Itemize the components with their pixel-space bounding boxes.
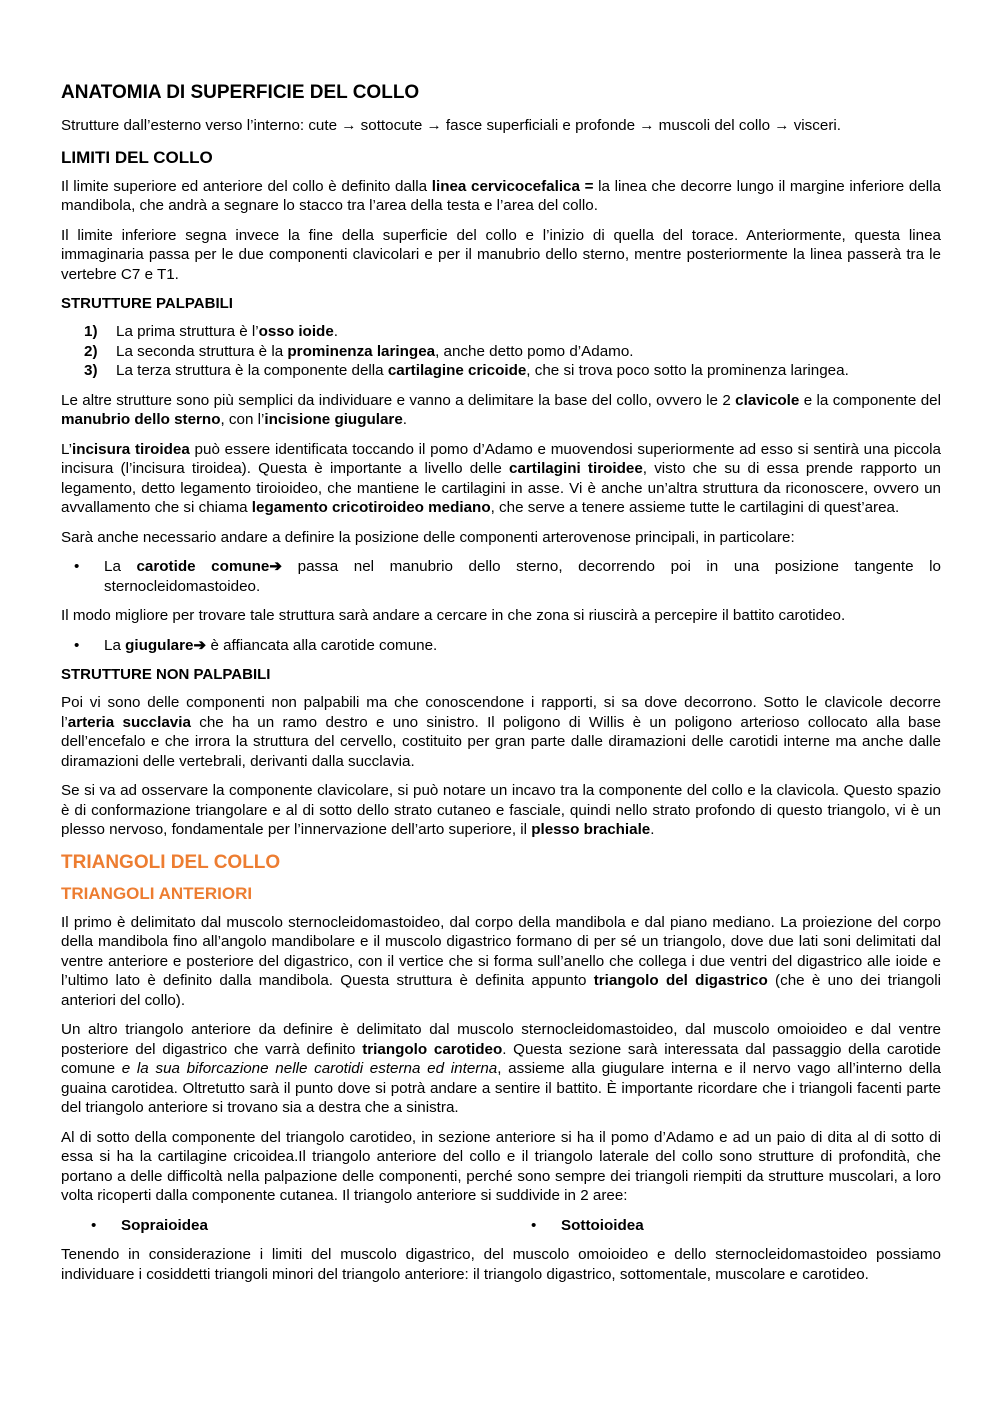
giugulare-list (61, 636, 941, 656)
bullet-icon: • (74, 636, 80, 654)
section-heading-palpabili: STRUTTURE PALPABILI (61, 295, 233, 312)
bullet-icon: • (74, 558, 80, 575)
palpabili-list (61, 322, 941, 381)
list-item: 3) La terza struttura è la componente della cartilagine cricoide, che si trova poco sotto la prominenza laringea. (84, 362, 849, 379)
section-heading-limiti: LIMITI DEL COLLO (61, 147, 213, 167)
incisura-paragraph: L’incisura tiroidea può essere identificata toccando il pomo d’Adamo e muovendosi superiormente ad esso si sentirà una piccola incisura (l’incisura tiroidea). Questa è importante a livello delle cartilagini tiroidee, visto che su di essa prende rapporto un legamento, detto legamento tiroioideo, che mantiene le cartilagini in asse. Vi è anche un’altra struttura da riconoscere, ovvero un avvallamento che si chiama legamento cricotiroideo mediano, che serve a tenere assieme tutte le cartilagini di quest’area. (61, 440, 941, 516)
section-heading-non-palpabili: STRUTTURE NON PALPABILI (61, 666, 271, 683)
limiti-paragraph-1: Il limite superiore ed anteriore del collo è definito dalla linea cervicocefalica = la linea che decorre lungo il margine inferiore della mandibola, che andrà a segnare lo stacco tra l’area della testa e l’area del collo. (61, 177, 941, 214)
list-item: • Sottoioidea (501, 1216, 941, 1236)
page-title: ANATOMIA DI SUPERFICIE DEL COLLO (61, 82, 420, 103)
non-palpabili-paragraph-2: Se si va ad osservare la componente clavicolare, si può notare un incavo tra la componente del collo e la clavicola. Questo spazio è di conformazione triangolare e al di sotto dello strato cutaneo e fasciale, quindi nello strato profondo di questo triangolo, vi è un plesso nervoso, fondamentale per l’innervazione dell’arto superiore, il plesso brachiale. (61, 782, 941, 838)
triangoli-paragraph-3: Al di sotto della componente del triangolo carotideo, in sezione anteriore si ha il pomo d’Adamo e ad un paio di dita al di sotto di essa si ha la cartilagine cricoidea.Il triangolo anteriore del collo e il triangolo laterale del collo sono strutture di profondità, che portano a delle difficoltà nella palpazione delle componenti, perché sono sempre dei triangoli riempiti da strutture muscolari, a loro volta ricoperti dalla componente cutanea. Il triangolo anteriore si suddivide in 2 aree: (61, 1128, 941, 1204)
triangoli-paragraph-4: Tenendo in considerazione i limiti del muscolo digastrico, del muscolo omoioideo e dello sternocleidomastoideo possiamo individuare i cosiddetti triangoli minori del triangolo anteriore: il triangolo digastrico, sottomentale, muscolare e carotideo. (61, 1246, 941, 1283)
list-item: • La carotide comune➔ passa nel manubrio dello sterno, decorrendo poi in una posizione tangente lo sternocleidomastoideo. (61, 557, 941, 596)
aree-list (61, 1216, 941, 1236)
battito-paragraph: Il modo migliore per trovare tale struttura sarà andare a cercare in che zona si riuscirà a percepire il battito carotideo. (61, 607, 846, 624)
limiti-paragraph-2: Il limite inferiore segna invece la fine della superficie del collo e l’inizio di quella del torace. Anteriormente, questa linea immaginaria passa per le due componenti clavicolari e per il manubrio dello sterno, mentre posteriormente la linea passerà tra le vertebre C7 e T1. (61, 226, 941, 283)
non-palpabili-paragraph-1: Poi vi sono delle componenti non palpabili ma che conoscendone i rapporti, si sa dove decorrono. Sotto le clavicole decorre l’arteria succlavia che ha un ramo destro e uno sinistro. Il poligono di Willis è un poligono arterioso collocato alla base dell’encefalo e che irrora la struttura del cervello, costituito per gran parte dalle diramazioni delle carotidi interne ma anche dalle diramazioni delle vertebrali, derivanti dalla succlavia. (61, 694, 941, 770)
list-item: 1) La prima struttura è l’osso ioide. (84, 323, 338, 340)
section-heading-triangoli: TRIANGOLI DEL COLLO (61, 851, 281, 873)
carotide-list (61, 557, 941, 596)
intro-paragraph: Strutture dall’esterno verso l’interno: cute → sottocute → fasce superficiali e profonde → muscoli del collo → visceri. (61, 117, 841, 134)
arrow-right-icon: ➔ (269, 558, 283, 575)
subsection-heading-anteriori: TRIANGOLI ANTERIORI (61, 883, 253, 903)
document-page (61, 80, 941, 1294)
triangoli-paragraph-1: Il primo è delimitato dal muscolo sternocleidomastoideo, dal corpo della mandibola e dal piano mediano. La proiezione del corpo della mandibola fino all’angolo mandibolare e il muscolo digastrico formano di per sé un triangolo, dove due lati soni delimitati dal ventre anteriore e posteriore del digastrico, con il vertice che si forma sull’anello che collega i due ventri del digastrico alle ioide e l’ultimo lato è definito dalla mandibola. Questa struttura è definita appunto triangolo del digastrico (che è uno dei triangoli anteriori del collo). (61, 913, 941, 1009)
altre-strutture-paragraph: Le altre strutture sono più semplici da individuare e vanno a delimitare la base del collo, ovvero le 2 clavicole e la componente del manubrio dello sterno, con l’incisione giugulare. (61, 391, 941, 428)
arterovenose-paragraph: Sarà anche necessario andare a definire la posizione delle componenti arterovenose principali, in particolare: (61, 528, 795, 546)
triangoli-paragraph-2: Un altro triangolo anteriore da definire è delimitato dal muscolo sternocleidomastoideo, dal muscolo omoioideo e dal ventre posteriore del digastrico che varrà definito triangolo carotideo. Questa sezione sarà interessata dal passaggio della carotide comune e la sua biforcazione nelle carotidi esterna ed interna, assieme alla giugulare interna e il nervo vago all’interno della guaina carotidea. Oltretutto sarà il punto dove si potrà andare a sentire il battito. È importante ricordare che i triangoli facenti parte del triangolo anteriore si trovano sia a destra che a sinistra. (61, 1021, 941, 1116)
arrow-right-icon: ➔ (193, 636, 207, 654)
bullet-icon: • (531, 1216, 537, 1234)
list-item: • Sopraioidea (61, 1216, 501, 1236)
bullet-icon: • (91, 1216, 97, 1234)
list-item: • La giugulare➔ è affiancata alla carotide comune. (61, 636, 941, 656)
list-item: 2) La seconda struttura è la prominenza laringea, anche detto pomo d’Adamo. (84, 342, 634, 360)
